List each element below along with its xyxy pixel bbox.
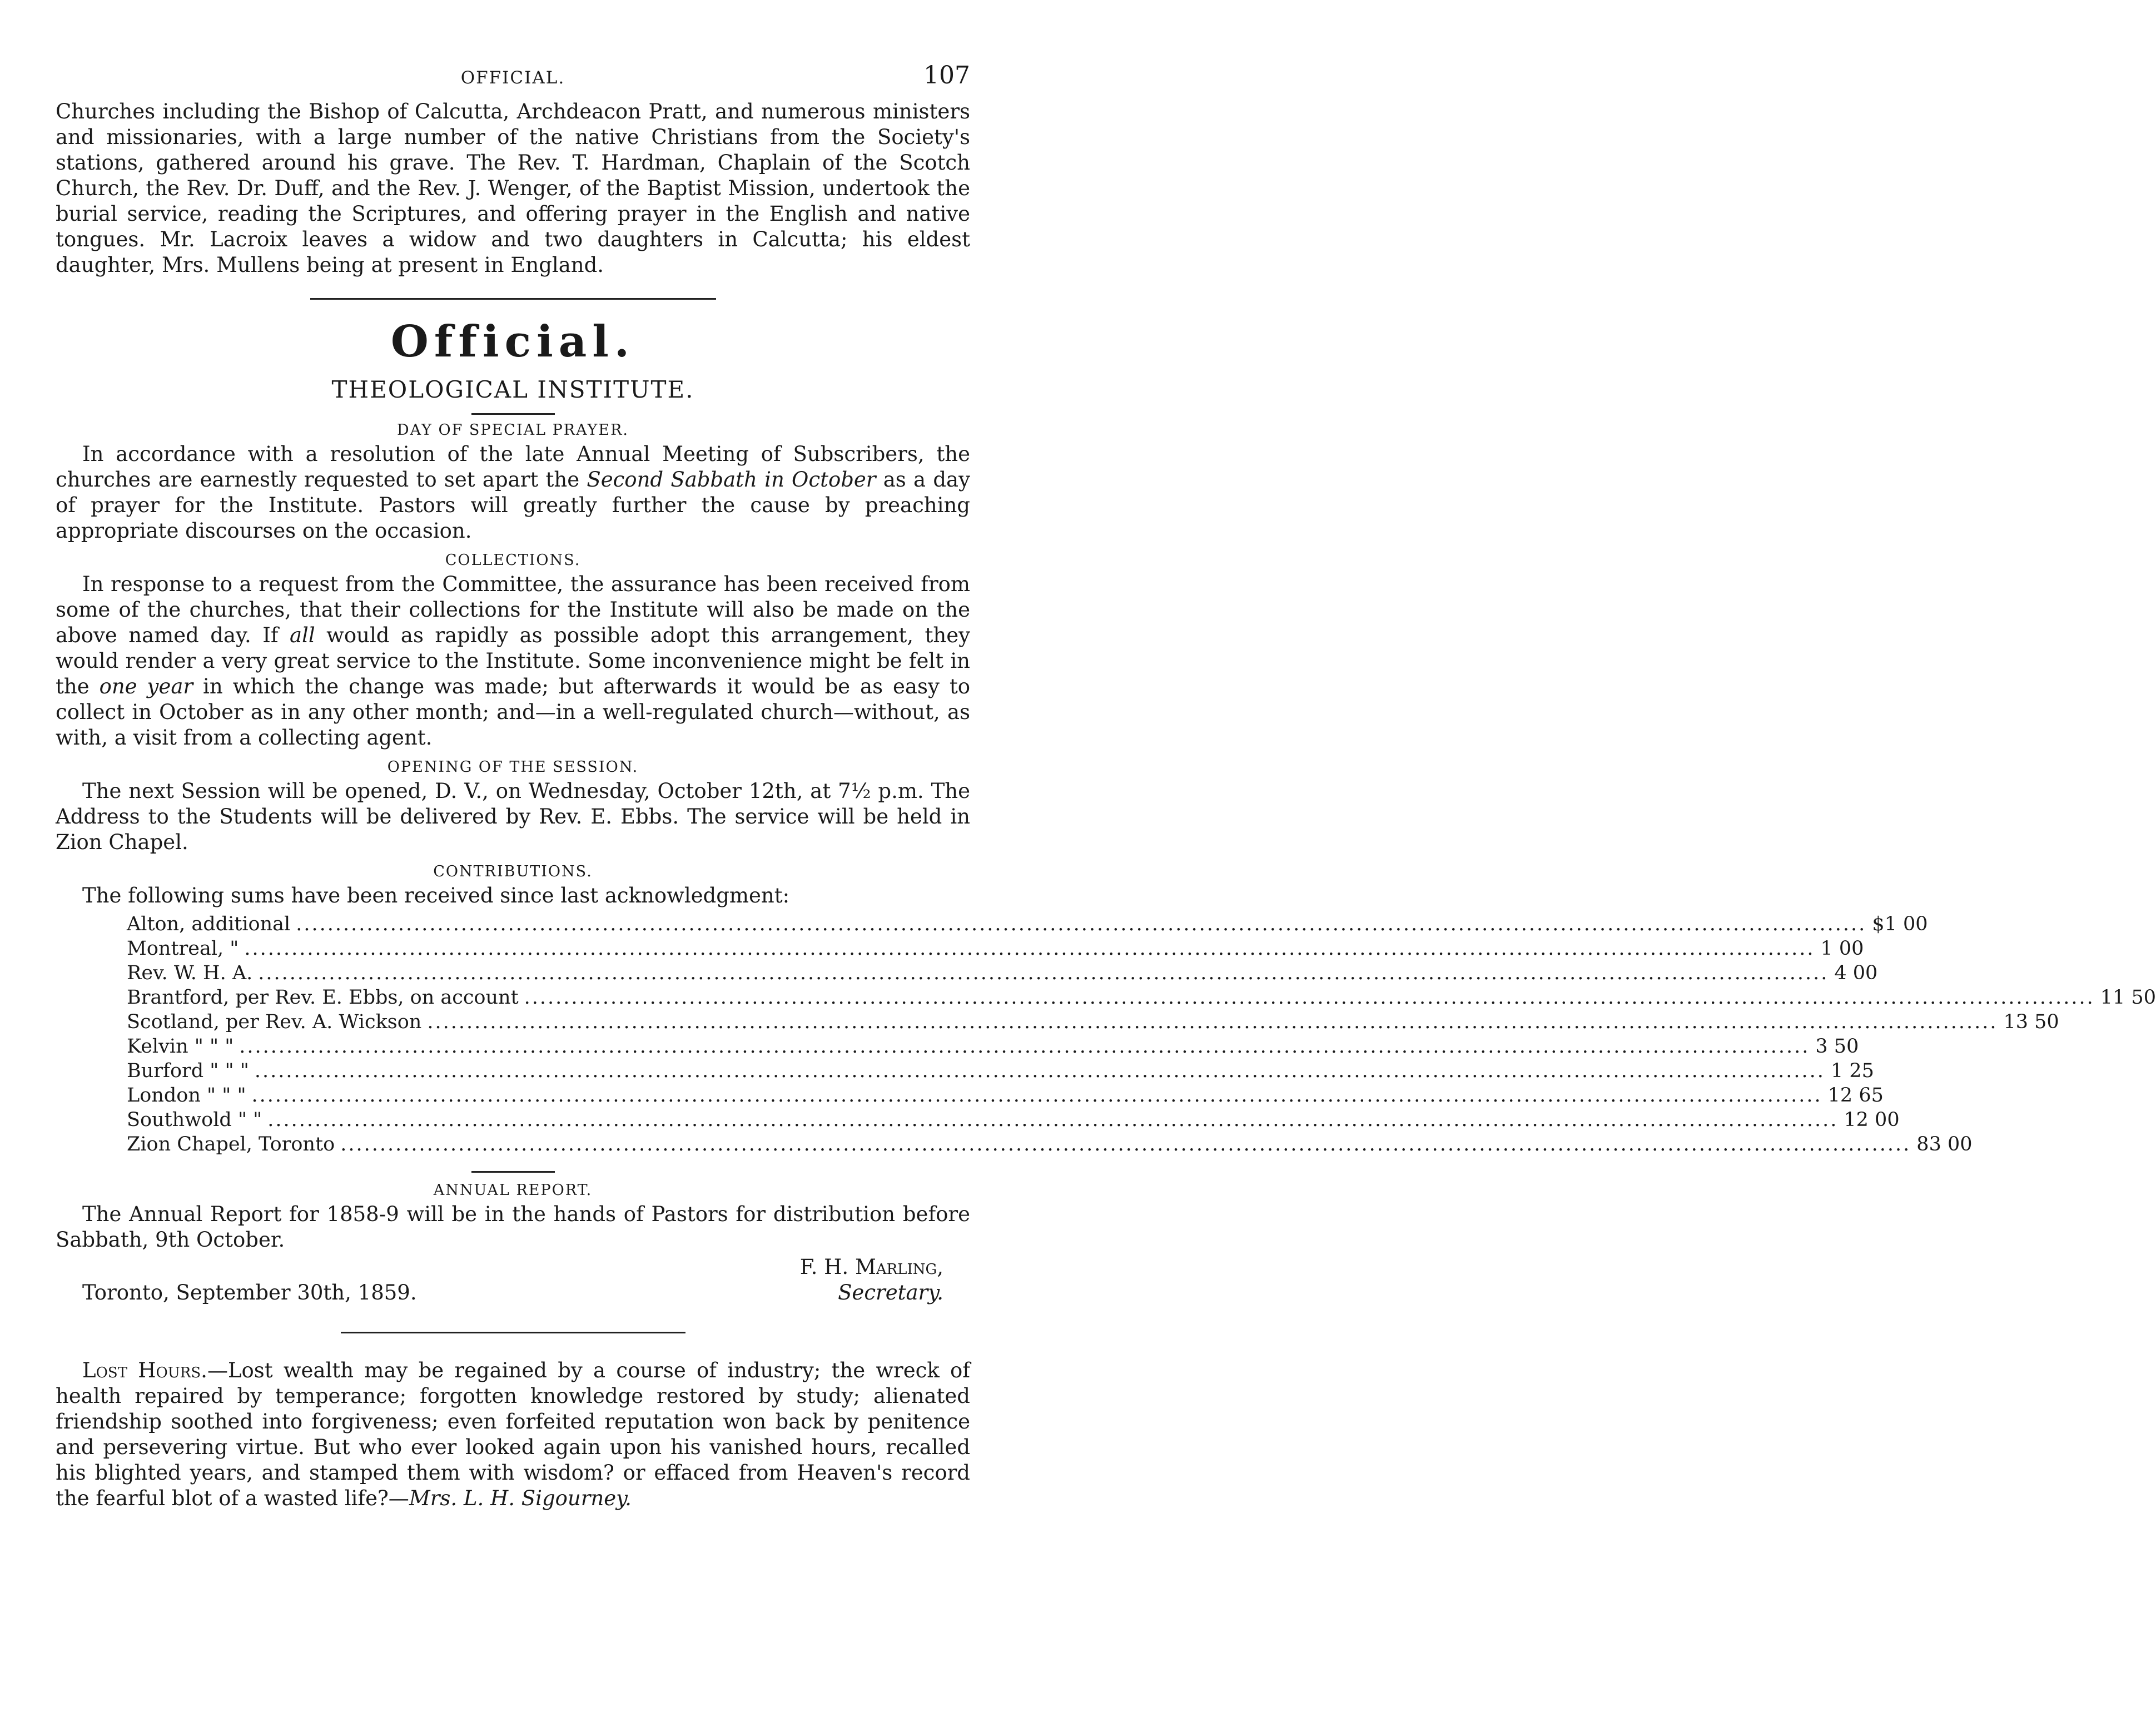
lost-hours-attribution: Mrs. L. H. Sigourney. [409,1486,632,1510]
prayer-emphasis: Second Sabbath in October [587,468,876,492]
intro-paragraph: Churches including the Bishop of Calcutta, Archdeacon Pratt, and numerous ministers and missionaries, with a large number of the native Christians from the Society's stations, gathered around his grave. The Rev. T. Hardman, Chaplain of the Scotch Church, the Rev. Dr. Duff, and the Rev. J. Wenger, of the Baptist Mission, undertook the burial service, reading the Scriptures, and offering prayer in the English and native tongues. Mr. Lacroix leaves a widow and two daughters in Calcutta; his eldest daughter, Mrs. Mullens being at present in England. [56,100,970,277]
contribution-row [127,1108,1900,1132]
session-paragraph: The next Session will be opened, D. V., on Wednesday, October 12th, at 7½ p.m. The Address to the Students will be delivered by Rev. E. Ebbs. The service will be held in Zion Chapel. [56,779,970,854]
session-heading: OPENING OF THE SESSION. [387,758,639,776]
page-number: 107 [923,61,970,90]
contribution-row [127,1083,1884,1108]
prayer-text-a: In accordance with a resolution of the late Annual Meeting of Subscribers, the churches are earnestly requested to set apart the [56,442,970,492]
contribution-name: Brantford, per Rev. E. Ebbs, on account [127,986,519,1009]
contribution-row [127,1034,1859,1059]
page [56,61,2156,1511]
prayer-text-b: as a day of prayer for the Institute. Pastors will greatly further the cause by preaching appropriate discourses on the occasion. [56,468,970,543]
contribution-name: Zion Chapel, Toronto [127,1133,335,1155]
contribution-amount: 12 65 [1827,1084,1884,1107]
collections-emphasis-all: all [290,623,315,647]
contribution-amount: 11 50 [2100,986,2156,1009]
contribution-amount: $1 00 [1872,913,1928,935]
contribution-row [127,912,1928,936]
collections-emphasis-one-year: one year [99,674,193,698]
leader-dots: ........................................................................................................................................................................................................ [254,1060,1825,1082]
contribution-row [127,1010,2059,1034]
contribution-name: Alton, additional [127,913,291,935]
contribution-name: Scotland, per Rev. A. Wickson [127,1011,422,1033]
contribution-amount: 1 25 [1830,1060,1874,1082]
prayer-heading: DAY OF SPECIAL PRAYER. [397,421,629,439]
signer-role: Secretary. [838,1281,943,1305]
leader-dots: ........................................................................................................................................................................................................ [244,938,1815,960]
contribution-name: Kelvin " " " [127,1035,234,1058]
contribution-amount: 83 00 [1916,1133,1973,1155]
collections-text-b: would as rapidly as possible adopt this arrangement, they would render a very great service to the Institute. Some inconvenience might be felt in the [56,623,970,698]
report-heading: ANNUAL REPORT. [433,1182,593,1199]
lost-hours-lead: Lost Hours. [82,1358,207,1382]
leader-dots: ........................................................................................................................................................................................................ [340,1133,1911,1155]
contribution-amount: 12 00 [1844,1109,1900,1131]
signer-name: F. H. Marling, [799,1255,943,1279]
report-paragraph: The Annual Report for 1858-9 will be in the hands of Pastors for distribution before Sabbath, 9th October. [56,1202,970,1252]
leader-dots: ........................................................................................................................................................................................................ [427,1011,1998,1033]
contribution-name: London " " " [127,1084,246,1107]
leader-dots: ........................................................................................................................................................................................................ [251,1084,1822,1107]
leader-dots: ........................................................................................................................................................................................................ [524,986,2095,1009]
leader-dots: ........................................................................................................................................................................................................ [267,1109,1839,1131]
contribution-name: Rev. W. H. A. [127,962,253,984]
leader-dots: ........................................................................................................................................................................................................ [258,962,1829,984]
contribution-row [127,961,1878,985]
collections-text-c: in which the change was made; but afterwards it would be as easy to collect in October as in any other month; and—in a well-regulated church—without, as with, a visit from a collecting agent. [56,674,970,750]
lost-hours-text: —Lost wealth may be regained by a course of industry; the wreck of health repaired by temperance; forgotten knowledge restored by study; alienated friendship soothed into forgiveness; even forfeited reputation won back by penitence and persevering virtue. But who ever looked again upon his vanished hours, recalled his blighted years, and stamped them with wisdom? or effaced from Heaven's record the fearful blot of a wasted life?— [56,1358,970,1510]
section-title: Official. [390,316,635,367]
dateline: Toronto, September 30th, 1859. [82,1281,417,1305]
contribution-amount: 3 50 [1815,1035,1859,1058]
contribution-row [127,985,2156,1010]
contribution-name: Montreal, " [127,938,239,960]
running-header [56,61,970,95]
collections-text-a: In response to a request from the Committee, the assurance has been received from some of the churches, that their collections for the Institute will also be made on the above named day. If [56,572,970,647]
divider-bottom [341,1332,685,1333]
collections-heading: COLLECTIONS. [445,552,581,569]
contribution-amount: 13 50 [2003,1011,2059,1033]
contribution-name: Southwold " " [127,1109,262,1131]
contributions-intro: The following sums have been received since last acknowledgment: [82,884,790,907]
contribution-row [127,1132,1973,1157]
divider-report [471,1171,555,1173]
contribution-amount: 1 00 [1820,938,1864,960]
contributions-list [127,912,2156,1157]
lost-hours-paragraph [56,1358,970,1511]
signature-block [56,1255,970,1306]
leader-dots: ........................................................................................................................................................................................................ [239,1035,1810,1058]
institute-title: THEOLOGICAL INSTITUTE. [331,376,694,403]
contribution-row [127,1059,1874,1083]
divider-top [310,298,716,300]
running-title: OFFICIAL. [460,68,565,88]
contribution-name: Burford " " " [127,1060,249,1082]
contribution-amount: 4 00 [1834,962,1878,984]
prayer-paragraph [56,442,970,544]
collections-paragraph [56,572,970,751]
leader-dots: ........................................................................................................................................................................................................ [296,913,1867,935]
contribution-row [127,936,1864,961]
divider-institute [471,413,555,415]
contributions-heading: CONTRIBUTIONS. [433,863,593,880]
